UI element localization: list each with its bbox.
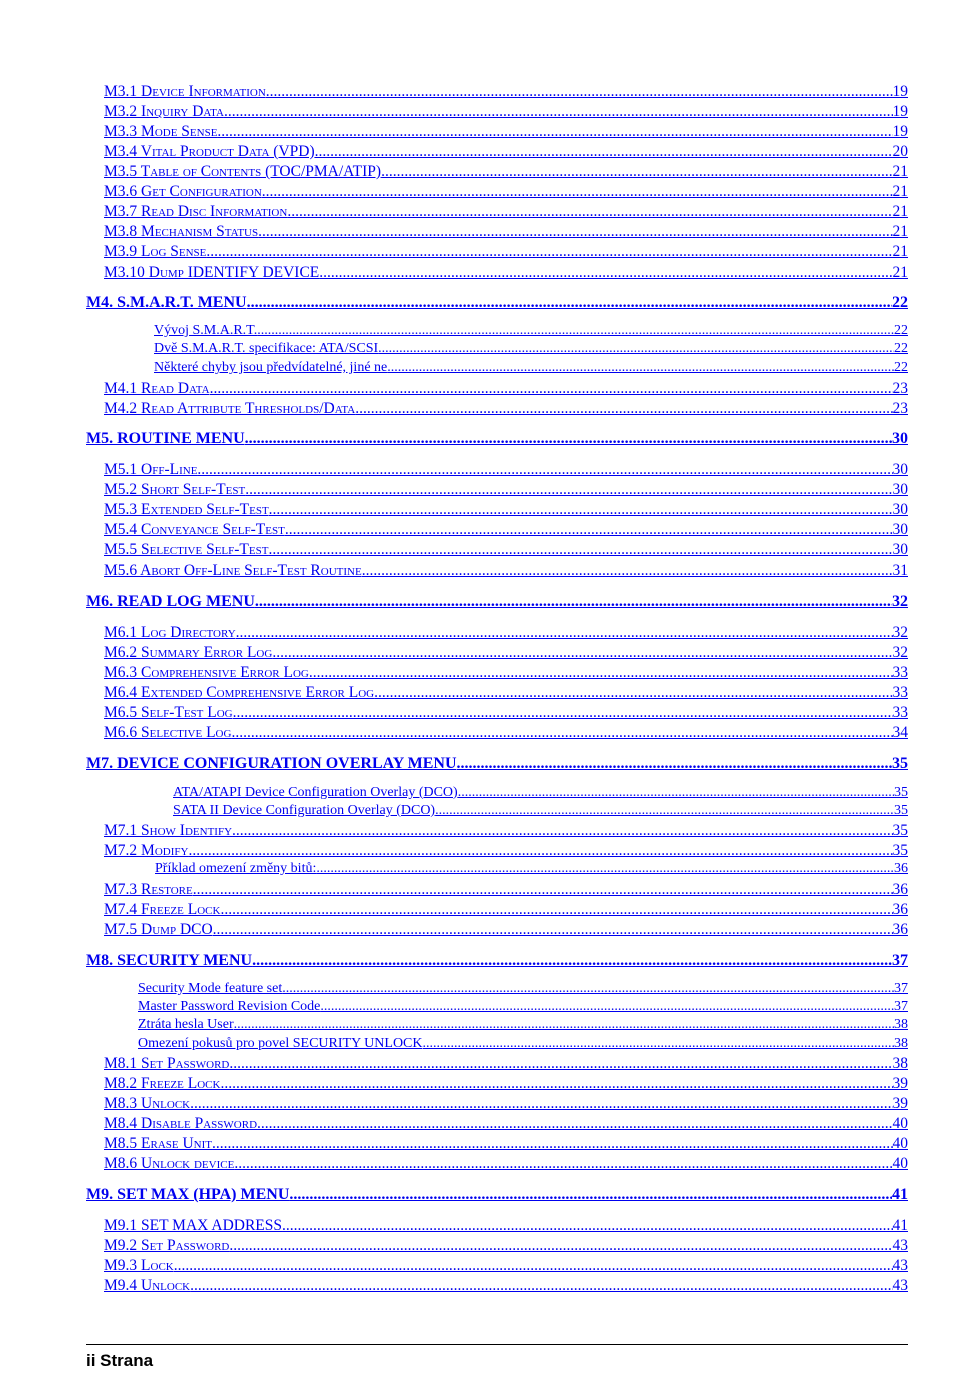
dot-leader — [287, 203, 892, 221]
toc-entry-title: M8.3 Unlock — [104, 1095, 191, 1112]
dot-leader — [206, 243, 892, 261]
toc-entry-title: M3.1 Device Information — [104, 83, 266, 100]
toc-entry-title: Ztráta hesla User — [138, 1017, 234, 1032]
toc-entry-page: 19 — [892, 103, 908, 120]
toc-entry-m9-4-unlock[interactable] — [104, 1277, 908, 1295]
toc-entry-m6-5-self-test-log[interactable] — [104, 704, 908, 722]
toc-entry-m3-10-dump-identify-device[interactable] — [104, 264, 908, 282]
toc-entry-title: M9. SET MAX (HPA) MENU — [86, 1186, 290, 1203]
toc-entry-page: 30 — [892, 430, 908, 447]
toc-entry-page: 35 — [894, 785, 908, 800]
toc-entry-title: ATA/ATAPI Device Configuration Overlay (DCO) — [173, 785, 458, 800]
toc-entry-page: 38 — [894, 1036, 908, 1051]
toc-entry-page: 19 — [892, 123, 908, 140]
toc-entry-page: 33 — [892, 684, 908, 701]
toc-entry-title: M3.4 Vital Product Data (VPD) — [104, 143, 315, 160]
toc-entry-m8-6-unlock-device[interactable] — [104, 1155, 908, 1173]
toc-entry-page: 30 — [892, 461, 908, 478]
toc-entry-title: M5.1 Off-Line — [104, 461, 198, 478]
toc-entry-m3-3-mode-sense[interactable] — [104, 123, 908, 141]
toc-entry-m6-6-selective-log[interactable] — [104, 724, 908, 742]
toc-entry-title: M6.5 Self-Test Log — [104, 704, 233, 721]
toc-entry-m5-3-extended-self-test[interactable] — [104, 501, 908, 519]
toc-entry-title: M9.4 Unlock — [104, 1277, 191, 1294]
toc-entry-title: M7.2 Modify — [104, 842, 189, 859]
toc-entry-title: M6.1 Log Directory — [104, 624, 236, 641]
dot-leader — [257, 1115, 892, 1133]
toc-entry-p-klad-omezen-zm-ny-bit[interactable] — [155, 861, 908, 877]
toc-entry-title: M3.9 Log Sense — [104, 243, 207, 260]
dot-leader — [232, 822, 892, 840]
toc-entry-page: 35 — [894, 803, 908, 818]
toc-entry-n-kter-chyby-jsou-p-edv-dateln-jin-ne[interactable] — [154, 360, 908, 376]
toc-entry-m8-5-erase-unit[interactable] — [104, 1135, 908, 1153]
toc-entry-m6-1-log-directory[interactable] — [104, 624, 908, 642]
dot-leader — [315, 143, 893, 161]
toc-entry-m7-4-freeze-lock[interactable] — [104, 901, 908, 919]
toc-entry-m9-3-lock[interactable] — [104, 1257, 908, 1275]
toc-entry-m8-1-set-password[interactable] — [104, 1055, 908, 1073]
toc-entry-title: M5.2 Short Self-Test — [104, 481, 246, 498]
toc-entry-title: M4.2 Read Attribute Thresholds/Data — [104, 400, 356, 417]
toc-entry-title: M7. DEVICE CONFIGURATION OVERLAY MENU — [86, 755, 457, 772]
dot-leader — [457, 755, 892, 773]
toc-entry-m8-3-unlock[interactable] — [104, 1095, 908, 1113]
toc-entry-page: 37 — [892, 952, 908, 969]
toc-entry-title: SATA II Device Configuration Overlay (DCO) — [173, 803, 436, 818]
toc-entry-title: M6. READ LOG MENU — [86, 593, 255, 610]
dot-leader — [374, 684, 892, 702]
toc-entry-title: M6.2 Summary Error Log — [104, 644, 273, 661]
toc-entry-title: M6.6 Selective Log — [104, 724, 232, 741]
dot-leader — [190, 1277, 892, 1295]
toc-entry-page: 38 — [894, 1017, 908, 1032]
dot-leader — [258, 223, 892, 241]
toc-entry-title: Security Mode feature set — [138, 981, 283, 996]
toc-entry-m3-9-log-sense[interactable] — [104, 243, 908, 261]
toc-entry-title: M4. S.M.A.R.T. MENU — [86, 294, 247, 311]
page-footer: ii Strana — [86, 1351, 154, 1370]
toc-entry-m3-6-get-configuration[interactable] — [104, 183, 908, 201]
toc-entry-title: M5.5 Selective Self-Test — [104, 541, 269, 558]
toc-entry-title: M7.3 Restore — [104, 881, 193, 898]
toc-entry-page: 41 — [892, 1186, 908, 1203]
toc-entry-m4-s-m-a-r-t-menu[interactable] — [86, 294, 908, 312]
dot-leader — [255, 593, 892, 611]
dot-leader — [285, 521, 893, 539]
toc-entry-page: 33 — [892, 704, 908, 721]
dot-leader — [188, 842, 892, 860]
dot-leader — [234, 1017, 894, 1033]
dot-leader — [435, 803, 894, 819]
toc-entry-page: 21 — [892, 163, 908, 180]
dot-leader — [355, 400, 892, 418]
toc-entry-page: 21 — [892, 243, 908, 260]
dot-leader — [190, 1095, 892, 1113]
toc-entry-page: 35 — [892, 755, 908, 772]
dot-leader — [234, 1155, 892, 1173]
toc-entry-title: M7.5 Dump DCO — [104, 921, 213, 938]
dot-leader — [387, 360, 894, 376]
toc-entry-m5-2-short-self-test[interactable] — [104, 481, 908, 499]
toc-entry-page: 30 — [892, 541, 908, 558]
toc-entry-page: 36 — [894, 861, 908, 876]
toc-entry-page: 19 — [892, 83, 908, 100]
footer-divider — [86, 1344, 908, 1345]
toc-entry-page: 39 — [892, 1095, 908, 1112]
toc-entry-page: 40 — [892, 1135, 908, 1152]
toc-entry-title: M5. ROUTINE MENU — [86, 430, 245, 447]
toc-entry-title: M7.4 Freeze Lock — [104, 901, 221, 918]
toc-entry-master-password-revision-code[interactable] — [138, 999, 908, 1015]
toc-entry-title: M8.5 Erase Unit — [104, 1135, 213, 1152]
dot-leader — [224, 103, 893, 121]
dot-leader — [229, 1237, 892, 1255]
toc-entry-title: M3.8 Mechanism Status — [104, 223, 259, 240]
dot-leader — [272, 644, 892, 662]
toc-entry-title: Vývoj S.M.A.R.T. — [154, 323, 258, 338]
toc-entry-m3-7-read-disc-information[interactable] — [104, 203, 908, 221]
toc-entry-title: M8. SECURITY MENU — [86, 952, 253, 969]
toc-entry-page: 35 — [892, 842, 908, 859]
toc-entry-m3-4-vital-product-data-vpd[interactable] — [104, 143, 908, 161]
dot-leader — [268, 541, 892, 559]
dot-leader — [252, 952, 892, 970]
toc-entry-m9-2-set-password[interactable] — [104, 1237, 908, 1255]
dot-leader — [309, 664, 893, 682]
toc-entry-page: 32 — [892, 624, 908, 641]
toc-entry-page: 23 — [892, 380, 908, 397]
toc-entry-title: M4.1 Read Data — [104, 380, 210, 397]
toc-entry-m4-1-read-data[interactable] — [104, 380, 908, 398]
toc-entry-title: M9.2 Set Password — [104, 1237, 230, 1254]
dot-leader — [174, 1257, 893, 1275]
toc-entry-title: M5.3 Extended Self-Test — [104, 501, 269, 518]
toc-entry-m9-set-max-hpa-menu[interactable] — [86, 1186, 908, 1204]
dot-leader — [213, 921, 893, 939]
toc-entry-page: 20 — [892, 143, 908, 160]
toc-entry-title: Některé chyby jsou předvídatelné, jiné ne — [154, 360, 388, 375]
toc-entry-page: 21 — [892, 183, 908, 200]
toc-entry-m5-1-off-line[interactable] — [104, 461, 908, 479]
toc-entry-page: 35 — [892, 822, 908, 839]
toc-entry-m6-read-log-menu[interactable] — [86, 593, 908, 611]
toc-entry-page: 39 — [892, 1075, 908, 1092]
dot-leader — [319, 264, 892, 282]
dot-leader — [229, 1055, 892, 1073]
toc-entry-title: M5.4 Conveyance Self-Test — [104, 521, 285, 538]
toc-entry-title: M3.5 Table of Contents (TOC/PMA/ATIP) — [104, 163, 382, 180]
toc-entry-m6-2-summary-error-log[interactable] — [104, 644, 908, 662]
toc-entry-page: 32 — [892, 644, 908, 661]
toc-entry-page: 41 — [892, 1217, 908, 1234]
toc-entry-page: 40 — [892, 1155, 908, 1172]
toc-entry-title: Dvě S.M.A.R.T. specifikace: ATA/SCSI — [154, 341, 379, 356]
dot-leader — [236, 624, 893, 642]
toc-entry-page: 43 — [892, 1277, 908, 1294]
dot-leader — [193, 881, 893, 899]
dot-leader — [245, 481, 892, 499]
dot-leader — [220, 1075, 892, 1093]
toc-entry-page: 33 — [892, 664, 908, 681]
toc-entry-m7-2-modify[interactable] — [104, 842, 908, 860]
toc-entry-title: Omezení pokusů pro povel SECURITY UNLOCK — [138, 1036, 423, 1051]
toc-entry-page: 21 — [892, 203, 908, 220]
dot-leader — [257, 323, 894, 339]
toc-entry-page: 43 — [892, 1257, 908, 1274]
toc-entry-title: M7.1 Show Identify — [104, 822, 233, 839]
toc-entry-page: 37 — [894, 981, 908, 996]
toc-entry-title: M8.1 Set Password — [104, 1055, 230, 1072]
dot-leader — [262, 183, 893, 201]
toc-entry-page: 36 — [892, 881, 908, 898]
toc-entry-m6-4-extended-comprehensive-error-log[interactable] — [104, 684, 908, 702]
dot-leader — [217, 123, 892, 141]
toc-entry-title: M3.7 Read Disc Information — [104, 203, 288, 220]
toc-entry-m5-5-selective-self-test[interactable] — [104, 541, 908, 559]
toc-entry-title: M9.3 Lock — [104, 1257, 174, 1274]
dot-leader — [320, 999, 894, 1015]
toc-entry-title: M6.4 Extended Comprehensive Error Log — [104, 684, 375, 701]
dot-leader — [210, 380, 893, 398]
dot-leader — [282, 1217, 892, 1235]
dot-leader — [269, 501, 893, 519]
dot-leader — [282, 981, 894, 997]
toc-entry-m8-4-disable-password[interactable] — [104, 1115, 908, 1133]
toc-entry-ztr-ta-hesla-user[interactable] — [138, 1017, 908, 1033]
toc-entry-m9-1-set-max-address[interactable] — [104, 1217, 908, 1235]
toc-entry-m3-8-mechanism-status[interactable] — [104, 223, 908, 241]
toc-entry-page: 21 — [892, 223, 908, 240]
toc-entry-page: 22 — [894, 360, 908, 375]
toc-entry-page: 40 — [892, 1115, 908, 1132]
toc-entry-title: M5.6 Abort Off-Line Self-Test Routine — [104, 562, 362, 579]
toc-entry-title: M6.3 Comprehensive Error Log — [104, 664, 309, 681]
dot-leader — [245, 430, 892, 448]
toc-entry-page: 32 — [892, 593, 908, 610]
toc-entry-page: 30 — [892, 521, 908, 538]
toc-entry-m7-3-restore[interactable] — [104, 881, 908, 899]
toc-entry-title: M9.1 SET MAX ADDRESS — [104, 1217, 283, 1234]
toc-entry-m8-security-menu[interactable] — [86, 952, 908, 970]
toc-entry-m3-2-inquiry-data[interactable] — [104, 103, 908, 121]
dot-leader — [458, 785, 894, 801]
toc-entry-m5-4-conveyance-self-test[interactable] — [104, 521, 908, 539]
toc-entry-page: 38 — [892, 1055, 908, 1072]
toc-entry-page: 23 — [892, 400, 908, 417]
dot-leader — [247, 294, 892, 312]
toc-entry-title: M3.10 Dump IDENTIFY DEVICE — [104, 264, 320, 281]
toc-entry-m5-routine-menu[interactable] — [86, 430, 908, 448]
toc-entry-omezen-pokus-pro-povel-security-unlock[interactable] — [138, 1036, 908, 1052]
dot-leader — [316, 861, 894, 877]
toc-entry-m8-2-freeze-lock[interactable] — [104, 1075, 908, 1093]
toc-entry-page: 36 — [892, 921, 908, 938]
toc-entry-title: M3.6 Get Configuration — [104, 183, 262, 200]
dot-leader — [212, 1135, 892, 1153]
toc-entry-title: M8.2 Freeze Lock — [104, 1075, 221, 1092]
toc-entry-m4-2-read-attribute-thresholds-data[interactable] — [104, 400, 908, 418]
toc-entry-page: 22 — [892, 294, 908, 311]
toc-entry-dv-s-m-a-r-t-specifikace-ata-scsi[interactable] — [154, 341, 908, 357]
dot-leader — [381, 163, 892, 181]
dot-leader — [289, 1186, 892, 1204]
toc-entry-m6-3-comprehensive-error-log[interactable] — [104, 664, 908, 682]
dot-leader — [266, 83, 893, 101]
dot-leader — [197, 461, 892, 479]
toc-entry-m3-1-device-information[interactable] — [104, 83, 908, 101]
toc-entry-security-mode-feature-set[interactable] — [138, 981, 908, 997]
dot-leader — [362, 562, 893, 580]
toc-entry-m7-1-show-identify[interactable] — [104, 822, 908, 840]
toc-entry-v-voj-s-m-a-r-t[interactable] — [154, 323, 908, 339]
toc-entry-m5-6-abort-off-line-self-test-routine[interactable] — [104, 562, 908, 580]
toc-entry-m3-5-table-of-contents-toc-pma-atip[interactable] — [104, 163, 908, 181]
toc-entry-title: M3.3 Mode Sense — [104, 123, 218, 140]
toc-entry-page: 21 — [892, 264, 908, 281]
toc-entry-m7-5-dump-dco[interactable] — [104, 921, 908, 939]
toc-entry-title: Master Password Revision Code — [138, 999, 321, 1014]
dot-leader — [423, 1036, 894, 1052]
toc-entry-page: 30 — [892, 501, 908, 518]
toc-entry-title: M8.6 Unlock device — [104, 1155, 235, 1172]
toc-entry-page: 22 — [894, 341, 908, 356]
toc-entry-title: M8.4 Disable Password — [104, 1115, 258, 1132]
dot-leader — [233, 704, 893, 722]
dot-leader — [220, 901, 892, 919]
toc-entry-page: 22 — [894, 323, 908, 338]
toc-entry-page: 37 — [894, 999, 908, 1014]
toc-entry-page: 34 — [892, 724, 908, 741]
dot-leader — [231, 724, 892, 742]
toc-entry-page: 30 — [892, 481, 908, 498]
toc-entry-title: Příklad omezení změny bitů: — [155, 861, 317, 876]
toc-entry-page: 43 — [892, 1237, 908, 1254]
toc-entry-ata-atapi-device-configuration-overlay-dco[interactable] — [173, 785, 908, 801]
toc-entry-title: M3.2 Inquiry Data — [104, 103, 224, 120]
dot-leader — [378, 341, 894, 357]
toc-entry-page: 31 — [892, 562, 908, 579]
toc-entry-m7-device-configuration-overlay-menu[interactable] — [86, 755, 908, 773]
toc-entry-page: 36 — [892, 901, 908, 918]
toc-entry-sata-ii-device-configuration-overlay-dco[interactable] — [173, 803, 908, 819]
